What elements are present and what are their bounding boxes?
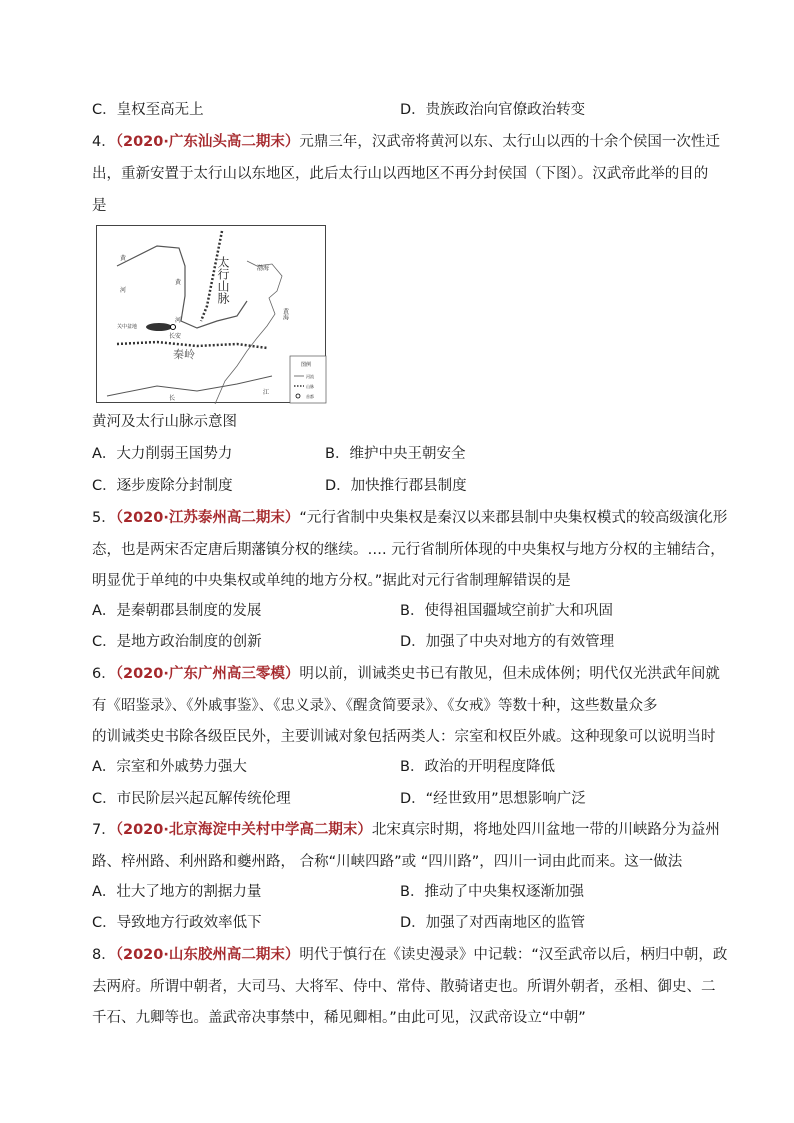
q5-line1 <box>92 508 727 528</box>
map-label-jiang: 江 <box>263 389 270 396</box>
map-label-bohai: 渤海 <box>257 265 270 272</box>
q6-line3: 的训诫类史书除各级臣民外，主要训诫对象包括两类人：宗室和权臣外戚。这种现象可以说明当时 <box>92 729 716 745</box>
changan-marker <box>171 325 176 330</box>
q6-option-d: D．“经世致用”思想影响广泛 <box>400 791 586 807</box>
map-label-he: 河 <box>120 287 127 294</box>
q6-text1: 明以前，训诫类史书已有散见，但未成体例；明代仅光洪武年间就 <box>299 666 720 682</box>
map-label-huang: 黄 <box>120 255 127 262</box>
q8-text1: 明代于慎行在《读史漫录》中记载：“汉至武帝以后，柄归中朝，政 <box>299 947 728 963</box>
q4-map-caption: 黄河及太行山脉示意图 <box>92 414 237 430</box>
q4-option-d: D．加快推行郡县制度 <box>325 478 467 494</box>
q4-map <box>96 225 326 403</box>
q7-option-a: A．壮大了地方的割据力量 <box>92 884 262 900</box>
q5-option-a: A．是秦朝郡县制度的发展 <box>92 603 262 619</box>
q7-line1 <box>92 820 720 840</box>
legend-title: 图例 <box>301 362 312 368</box>
guanzhong-basin <box>146 323 172 331</box>
q4-source: （2020·广东汕头高二期末） <box>115 134 300 150</box>
q8-line1 <box>92 945 727 965</box>
q7-line2: 路、梓州路、利州路和夔州路， 合称“川峡四路”或 “四川路”，四川一词由此而来。这一做法 <box>92 854 683 870</box>
q4-option-a: A．大力削弱王国势力 <box>92 446 233 462</box>
q6-source: （2020·广东广州高三零模） <box>115 666 300 682</box>
q8-source: （2020·山东胶州高二期末） <box>115 947 300 963</box>
q6-option-a: A．宗室和外戚势力强大 <box>92 759 247 775</box>
q3-option-d: D．贵族政治向官僚政治转变 <box>400 102 586 118</box>
q5-source: （2020·江苏泰州高二期末） <box>115 510 300 526</box>
q6-line2: 有《昭鉴录》、《外戚事鉴》、《忠义录》、《醒贪简要录》、《女戒》等数十种，这些数量众多 <box>92 698 658 714</box>
map-label-huang2: 黄 <box>175 279 182 286</box>
q4-line2: 出，重新安置于太行山以东地区，此后太行山以西地区不再分封侯国（下图）。汉武帝此举的目的 <box>92 166 709 182</box>
q7-number: 7． <box>92 822 116 838</box>
map-svg <box>97 226 327 404</box>
map-label-chang: 长 <box>169 395 176 402</box>
q6-option-b: B．政治的开明程度降低 <box>400 759 555 775</box>
q5-number: 5． <box>92 510 116 526</box>
legend-mountain-label: 山脉 <box>306 384 314 389</box>
legend-capital-symbol <box>296 394 300 398</box>
legend-river-label: 河流 <box>306 374 314 379</box>
q7-option-d: D．加强了对西南地区的监管 <box>400 915 586 931</box>
q4-text1: 元鼎三年，汉武帝将黄河以东、太行山以西的十余个侯国一次性迁 <box>299 134 720 150</box>
q7-text1: 北宋真宗时期，将地处四川盆地一带的川峡路分为益州 <box>371 822 720 838</box>
q5-line3: 明显优于单纯的中央集权或单纯的地方分权。”据此对元行省制理解错误的是 <box>92 573 571 589</box>
q7-option-c: C．导致地方行政效率低下 <box>92 915 262 931</box>
q5-option-d: D．加强了中央对地方的有效管理 <box>400 634 615 650</box>
q5-text1: “元行省制中央集权是秦汉以来郡县制中央集权模式的较高级演化形 <box>299 510 728 526</box>
q4-option-c: C．逐步废除分封制度 <box>92 478 233 494</box>
q8-number: 8． <box>92 947 116 963</box>
q6-number: 6． <box>92 666 116 682</box>
map-label-guanzhong: 关中盆地 <box>117 324 138 330</box>
q3-option-c: C．皇权至高无上 <box>92 102 204 118</box>
q6-line1 <box>92 664 720 684</box>
map-label-huanghai: 黄海 <box>281 308 289 320</box>
q6-option-c: C．市民阶层兴起瓦解传统伦理 <box>92 791 291 807</box>
map-label-qinling: 秦岭 <box>173 348 195 361</box>
q5-option-b: B．使得祖国疆域空前扩大和巩固 <box>400 603 613 619</box>
q4-number: 4． <box>92 134 116 150</box>
map-label-taihang: 太行山脉 <box>216 256 230 304</box>
q4-option-b: B．维护中央王朝安全 <box>325 446 466 462</box>
yangtze-river <box>107 376 272 396</box>
map-label-he2: 河 <box>175 317 182 324</box>
q8-line3: 千石、九卿等也。盖武帝决事禁中，稀见卿相。”由此可见，汉武帝设立“中朝” <box>92 1010 586 1026</box>
q4-line3: 是 <box>92 198 107 214</box>
q7-option-b: B．推动了中央集权逐渐加强 <box>400 884 584 900</box>
map-label-changan: 长安 <box>169 333 182 340</box>
q5-option-c: C．是地方政治制度的创新 <box>92 634 262 650</box>
q8-line2: 去两府。所谓中朝者，大司马、大将军、侍中、常侍、散骑诸吏也。所谓外朝者，丞相、御史、二 <box>92 979 716 995</box>
q4-line1 <box>92 132 720 152</box>
legend-capital-label: 首都 <box>306 394 314 399</box>
q5-line2: 态，也是两宋否定唐后期藩镇分权的继续。…. 元行省制所体现的中央集权与地方分权的主辅结合， <box>92 542 725 558</box>
q7-source: （2020·北京海淀中关村中学高二期末） <box>115 822 372 838</box>
